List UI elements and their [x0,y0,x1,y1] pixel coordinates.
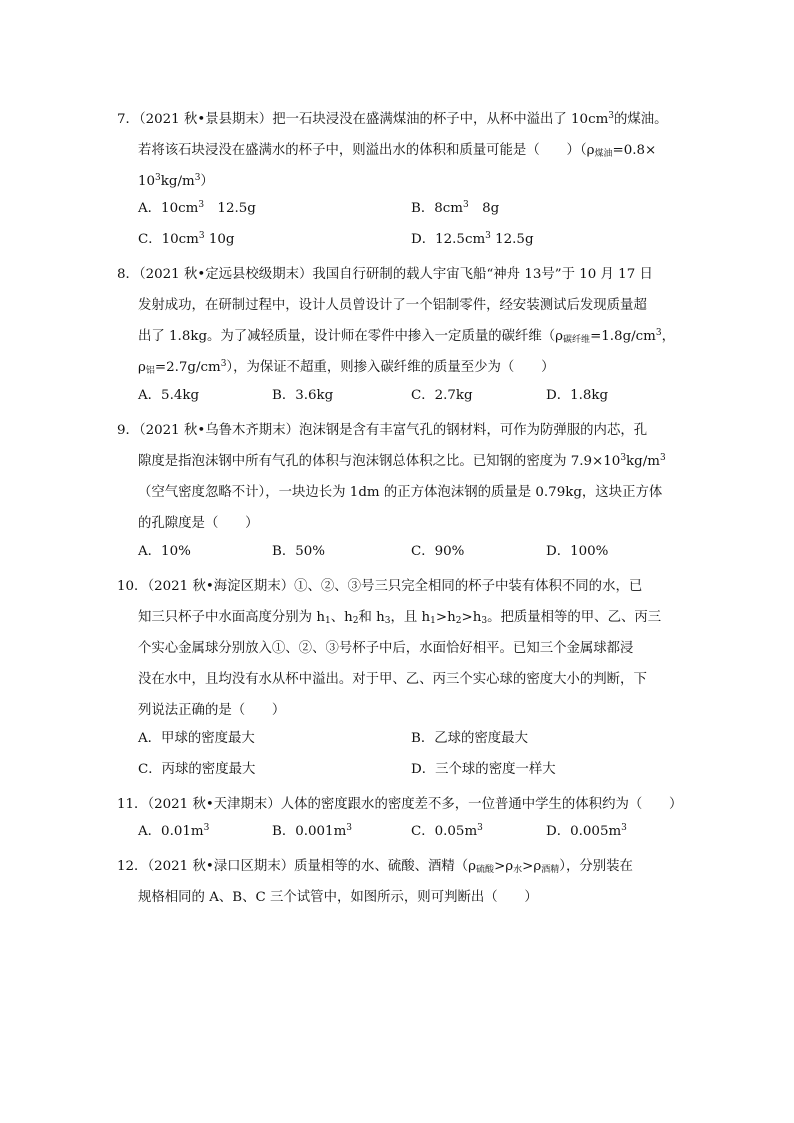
option-label: B．乙球的密度最大 [411,731,528,746]
option-c [411,820,483,839]
superscript: 3 [203,823,210,833]
option-label: A．0.01m [138,824,204,839]
question-text: 隙度是指泡沫钢中所有气孔的体积与泡沫钢总体积之比。已知钢的密度为 7.9×10 [138,454,621,469]
question-8 [117,259,682,383]
superscript: 3 [485,231,491,241]
question-9 [117,415,682,539]
question-number: 7． [117,112,139,127]
option-a [138,197,256,216]
question-12 [117,851,682,913]
question-text: ρ [138,360,146,375]
option-b [411,197,499,216]
option-label: D．1.8kg [546,388,609,403]
question-text: =1.8g/cm [590,329,656,344]
question-text: 个实心金属球分别放入①、②、③号杯子中后，水面恰好相平。已知三个金属球都浸 [138,641,634,656]
option-d [411,228,534,247]
option-a [138,727,255,746]
question-text: 规格相同的 A、B、C 三个试管中，如图所示，则可判断出（ ） [138,890,538,905]
question-text: 没在水中，且均没有水从杯中溢出。对于甲、乙、丙三个实心球的密度大小的判断，下 [138,672,647,687]
question-text: （空气密度忽略不计），一块边长为 1dm 的正方体泡沫钢的质量是 0.79kg，这块正方体 [138,485,663,500]
superscript: 3 [620,453,627,463]
superscript: 3 [621,823,627,833]
option-c [138,228,234,247]
question-line [117,508,682,539]
superscript: 3 [220,359,227,369]
question-line [117,166,682,197]
option-label: C．丙球的密度最大 [138,762,256,777]
option-c [138,758,255,777]
option-text: 12.5g [204,201,256,216]
question-text: （2021 秋•海淀区期末）①、②、③号三只完全相同的杯子中装有体积不同的水，已 [147,579,643,594]
subscript: 2 [352,616,359,626]
option-d [546,820,627,839]
question-text: ），为保证不超重，则掺入碳纤维的质量至少为（ ） [226,360,555,375]
option-a [138,540,191,559]
question-line [117,789,682,820]
superscript: 3 [655,328,662,338]
option-d [411,758,556,777]
option-label: A．10cm [138,201,199,216]
option-label: A．甲球的密度最大 [138,731,255,746]
option-label: B．50% [272,544,325,559]
question-text: （2021 秋•天津期末）人体的密度跟水的密度差不多，一位普通中学生的体积约为（ ） [147,797,683,812]
option-label: C．0.05m [411,824,478,839]
superscript: 3 [608,111,615,121]
question-text: 的煤油。 [614,112,668,127]
subscript: 1 [324,616,331,626]
option-b [272,820,352,839]
question-number: 8． [117,267,139,282]
question-line [117,602,682,633]
subscript: 3 [384,616,391,626]
option-label: D．三个球的密度一样大 [411,762,556,777]
question-text: 和 h [358,610,385,625]
option-a [138,820,209,839]
question-line [117,259,682,290]
option-c [411,384,473,403]
question-number: 12． [117,859,148,874]
question-text: 。把质量相等的甲、乙、丙三 [487,610,662,625]
option-b [272,384,333,403]
question-10 [117,571,682,726]
question-number: 9． [117,423,139,438]
superscript: 3 [198,231,205,241]
option-label: A．10% [138,544,191,559]
question-text: ， [661,329,675,344]
superscript: 3 [462,200,469,210]
superscript: 3 [194,173,201,183]
question-line [117,851,682,882]
superscript: 3 [346,823,352,833]
question-line [117,446,682,477]
question-line [117,571,682,602]
option-text: 10g [204,232,235,247]
option-text: 12.5g [490,232,534,247]
question-text: ） [200,174,214,189]
question-line [117,321,682,352]
question-text: （2021 秋•定远县校级期末）我国自行研制的载人宇宙飞船“神舟 13号”于 10 月 17 日 [138,267,653,282]
question-text: ，且 h [390,610,431,625]
option-b [411,727,528,746]
question-line [117,477,682,508]
question-text: =0.8× [612,143,657,158]
option-label: D．12.5cm [411,232,486,247]
question-number: 11． [117,797,148,812]
question-text: （2021 秋•乌鲁木齐期末）泡沫钢是含有丰富气孔的钢材料，可作为防弹服的内芯，孔 [138,423,648,438]
option-text: 8g [468,201,500,216]
question-text: ），分别装在 [559,859,633,874]
subscript: 2 [455,616,462,626]
question-line [117,633,682,664]
superscript: 3 [198,200,205,210]
question-text: >h [461,610,482,625]
subscript: 铝 [145,366,155,376]
option-label: D．100% [546,544,609,559]
option-label: C．2.7kg [411,388,473,403]
superscript: 3 [659,453,666,463]
question-text: 发射成功，在研制过程中，设计人员曾设计了一个铝制零件，经安装测试后发现质量超 [138,298,647,313]
question-text: 出了 1.8kg。为了减轻质量，设计师在零件中掺入一定质量的碳纤维（ρ [138,329,564,344]
subscript: 1 [430,616,436,626]
question-text: >ρ [522,859,542,874]
question-text: =2.7g/cm [154,360,221,375]
option-c [411,540,464,559]
option-label: A．5.4kg [138,388,200,403]
question-line [117,352,682,383]
question-line [117,664,682,695]
subscript: 3 [481,616,488,626]
question-11 [117,789,682,820]
superscript: 3 [155,173,161,183]
question-text: kg/m [626,454,660,469]
question-text: （2021 秋•渌口区期末）质量相等的水、硫酸、酒精（ρ [147,859,477,874]
question-text: （2021 秋•景县期末）把一石块浸没在盛满煤油的杯子中，从杯中溢出了 10cm [138,112,609,127]
option-label: B．3.6kg [272,388,334,403]
question-line [117,415,682,446]
question-line [117,135,682,166]
question-text: >h [435,610,456,625]
question-line [117,290,682,321]
subscript: 碳纤维 [563,335,591,345]
question-7 [117,104,682,197]
option-b [272,540,325,559]
subscript: 煤油 [594,149,613,159]
question-text: 若将该石块浸没在盛满水的杯子中，则溢出水的体积和质量可能是（ ）（ρ [138,143,595,158]
question-text: 列说法正确的是（ ） [138,703,286,718]
subscript: 酒精 [541,865,560,875]
subscript: 硫酸 [476,865,495,875]
question-text: kg/m [160,174,195,189]
question-line [117,104,682,135]
question-text: 10 [138,174,156,189]
superscript: 3 [477,823,483,833]
option-label: C．10cm [138,232,199,247]
question-text: 的孔隙度是（ ） [138,516,259,531]
option-label: D．0.005m [546,824,622,839]
option-d [546,540,608,559]
question-text: 、h [330,610,353,625]
question-text: 知三只杯子中水面高度分别为 h [138,610,325,625]
option-a [138,384,199,403]
option-d [546,384,608,403]
option-label: B．0.001m [272,824,347,839]
option-label: C．90% [411,544,465,559]
subscript: 水 [513,865,523,875]
question-line [117,695,682,726]
option-label: B．8cm [411,201,463,216]
question-text: >ρ [494,859,514,874]
question-line [117,882,682,913]
question-number: 10． [117,579,148,594]
